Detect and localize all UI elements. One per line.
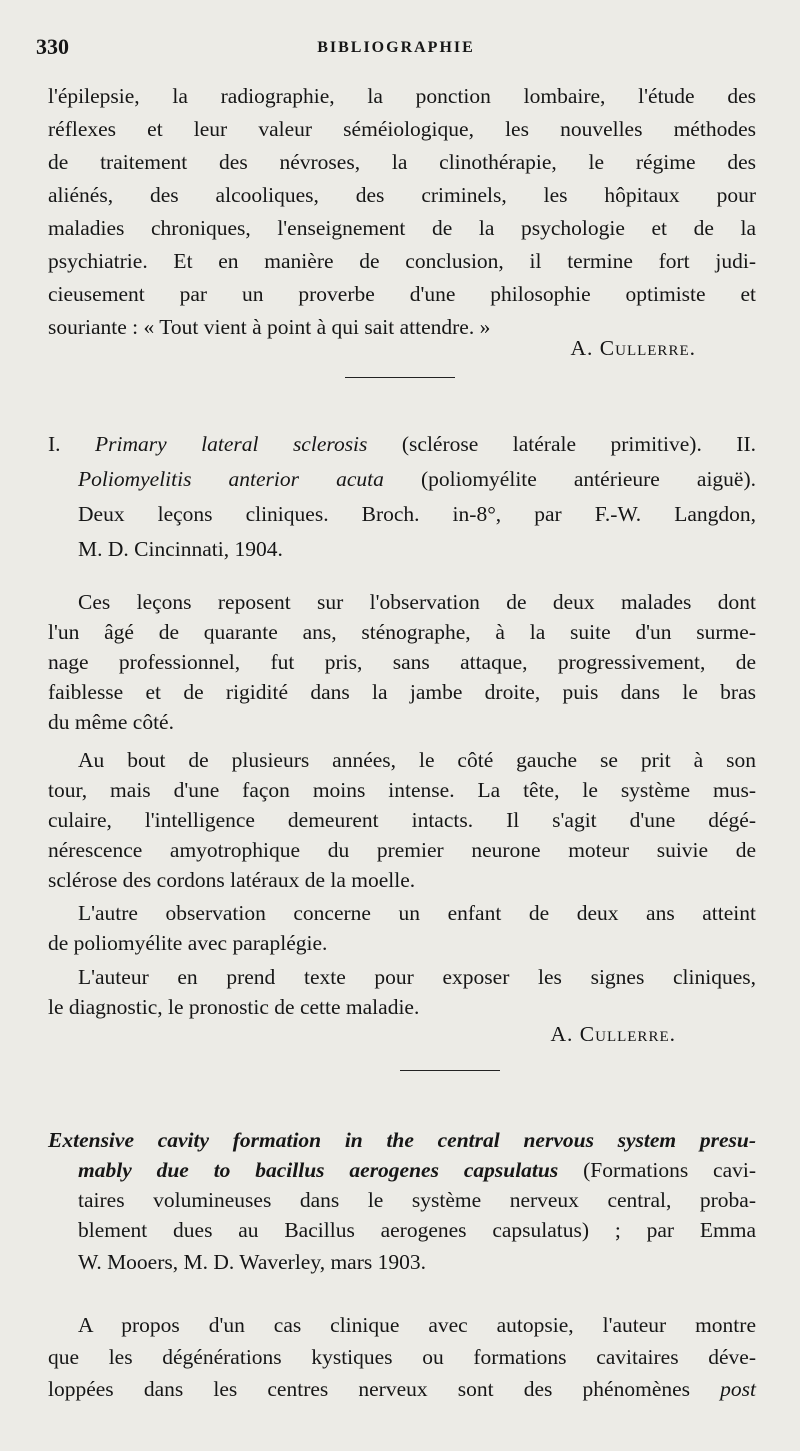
text-line: L'auteur en prend texte pour exposer les signes cliniques,	[78, 965, 756, 989]
text-line: L'autre observation concerne un enfant de deux ans atteint	[78, 901, 756, 925]
text-line: souriante : « Tout vient à point à qui sait attendre. »	[48, 315, 491, 339]
text-line: Ces leçons reposent sur l'observation de deux malades dont	[78, 590, 756, 614]
section-divider	[345, 377, 455, 378]
running-head: BIBLIOGRAPHIE	[317, 39, 475, 56]
citation-line	[48, 1158, 756, 1183]
text-line: l'un âgé de quarante ans, sténographe, à la suite d'un surme-	[48, 620, 756, 644]
page-header	[36, 34, 756, 64]
citation-line	[48, 467, 756, 492]
signature: A. Cullerre.	[550, 1022, 676, 1046]
text-line: maladies chroniques, l'enseignement de la psychologie et de la	[48, 216, 756, 240]
title-italic: mably due to bacillus aerogenes capsulatus	[78, 1158, 559, 1182]
title-rest: (sclérose latérale primitive). II.	[401, 432, 756, 456]
text-line: l'épilepsie, la radiographie, la ponction lombaire, l'étude des	[48, 84, 756, 108]
text-line: A propos d'un cas clinique avec autopsie, l'auteur montre	[78, 1313, 756, 1337]
italic-word: post	[720, 1377, 757, 1401]
citation-line: blement dues au Bacillus aerogenes capsulatus) ; par Emma	[78, 1218, 756, 1242]
text-line: de poliomyélite avec paraplégie.	[48, 931, 328, 955]
text-line: du même côté.	[48, 710, 174, 734]
citation-line: taires volumineuses dans le système nerveux central, proba-	[78, 1188, 756, 1212]
title-italic: Poliomyelitis anterior acuta	[78, 467, 384, 491]
citation-line: Deux leçons cliniques. Broch. in-8°, par F.-W. Langdon,	[78, 502, 756, 526]
text-line: réflexes et leur valeur séméiologique, les nouvelles méthodes	[48, 117, 756, 141]
citation-line	[48, 1128, 756, 1153]
text-line: Au bout de plusieurs années, le côté gauche se prit à son	[78, 748, 756, 772]
signature: A. Cullerre.	[570, 336, 696, 360]
text-line: aliénés, des alcooliques, des criminels, les hôpitaux pour	[48, 183, 756, 207]
citation-line: M. D. Cincinnati, 1904.	[78, 537, 283, 561]
text-line: nérescence amyotrophique du premier neurone moteur suivie de	[48, 838, 756, 862]
text-line: cieusement par un proverbe d'une philosophie optimiste et	[48, 282, 756, 306]
citation-line: W. Mooers, M. D. Waverley, mars 1903.	[78, 1250, 426, 1274]
title-italic: Primary lateral sclerosis	[95, 432, 368, 456]
page-number: 330	[36, 34, 69, 59]
citation-line: I. Primary lateral sclerosis (sclérose latérale primitive). II.	[48, 432, 756, 456]
text-line: que les dégénérations kystiques ou formations cavitaires déve-	[48, 1345, 756, 1369]
text-line	[48, 1377, 756, 1402]
title-italic: Extensive cavity formation in the central nervous system presu-	[48, 1128, 756, 1152]
text-line: tour, mais d'une façon moins intense. La tête, le système mus-	[48, 778, 756, 802]
text-line: faiblesse et de rigidité dans la jambe droite, puis dans le bras	[48, 680, 756, 704]
text-line: le diagnostic, le pronostic de cette maladie.	[48, 995, 420, 1019]
section-divider	[400, 1070, 500, 1071]
text-line: psychiatrie. Et en manière de conclusion, il termine fort judi-	[48, 249, 756, 273]
text-line: de traitement des névroses, la clinothérapie, le régime des	[48, 150, 756, 174]
text-line: nage professionnel, fut pris, sans attaque, progressivement, de	[48, 650, 756, 674]
text-line: sclérose des cordons latéraux de la moelle.	[48, 868, 416, 892]
text-segment: loppées dans les centres nerveux sont des phénomènes	[48, 1377, 691, 1401]
text-line: culaire, l'intelligence demeurent intacts. Il s'agit d'une dégé-	[48, 808, 756, 832]
title-rest: (Formations cavi-	[583, 1158, 757, 1182]
title-rest: (poliomyélite antérieure aiguë).	[420, 467, 757, 491]
